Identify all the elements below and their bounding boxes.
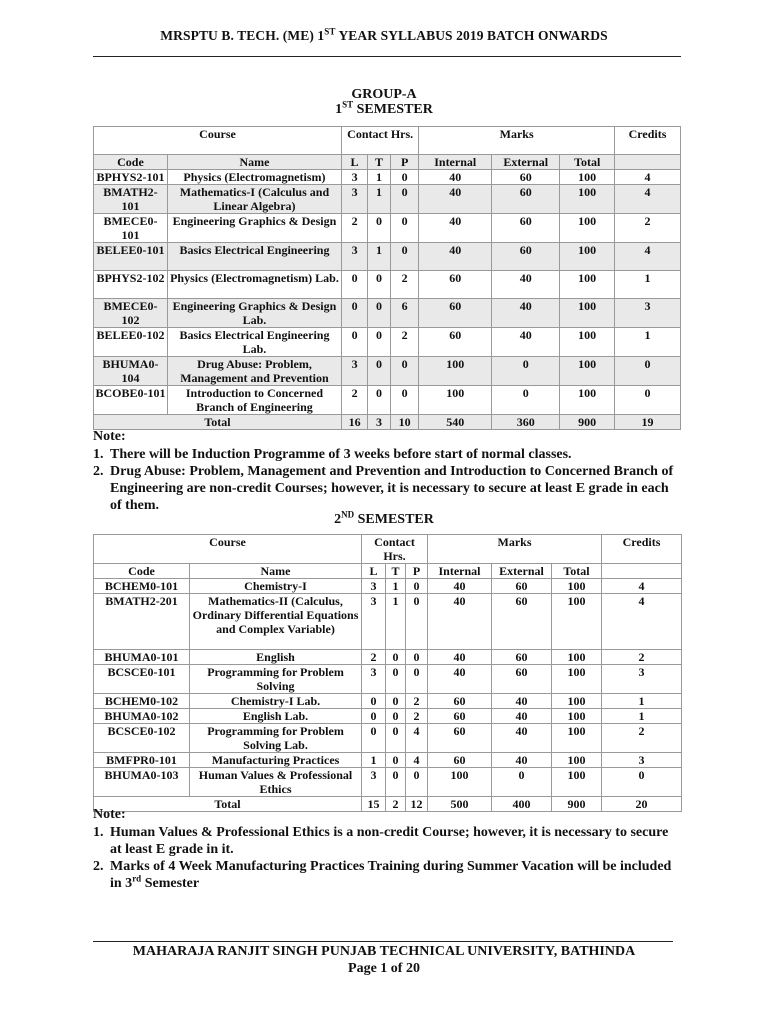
external-marks: 60 bbox=[492, 665, 552, 694]
internal-marks: 40 bbox=[419, 243, 492, 271]
contact-hrs-header: Contact Hrs. bbox=[341, 127, 418, 155]
external-marks: 40 bbox=[492, 694, 552, 709]
t-header: T bbox=[368, 155, 391, 170]
course-code: BHUMA0-103 bbox=[94, 768, 190, 797]
semester-2-table bbox=[93, 534, 682, 812]
practical-hours: 0 bbox=[406, 579, 428, 594]
course-name: Drug Abuse: Problem, Management and Prevention bbox=[167, 357, 341, 386]
total-marks: 100 bbox=[560, 357, 615, 386]
practical-hours: 6 bbox=[390, 299, 418, 328]
course-code: BELEE0-101 bbox=[94, 243, 168, 271]
footer-university: MAHARAJA RANJIT SINGH PUNJAB TECHNICAL UNIVERSITY, BATHINDA bbox=[132, 944, 636, 959]
tutorial-hours: 0 bbox=[368, 328, 391, 357]
lecture-hours: 3 bbox=[362, 665, 386, 694]
internal-marks: 40 bbox=[428, 594, 492, 650]
total-marks: 100 bbox=[560, 214, 615, 243]
course-row bbox=[94, 299, 681, 328]
credits: 0 bbox=[614, 357, 680, 386]
internal-marks: 40 bbox=[428, 665, 492, 694]
external-marks: 60 bbox=[492, 170, 560, 185]
external-marks: 60 bbox=[492, 214, 560, 243]
tutorial-hours: 0 bbox=[368, 271, 391, 299]
lecture-hours: 3 bbox=[362, 768, 386, 797]
total-marks: 100 bbox=[552, 768, 602, 797]
lecture-hours: 0 bbox=[341, 328, 367, 357]
internal-marks: 60 bbox=[428, 753, 492, 768]
total-marks: 100 bbox=[552, 724, 602, 753]
credits-subheader bbox=[602, 564, 682, 579]
footer-rule bbox=[93, 941, 673, 942]
course-code: BMECE0-102 bbox=[94, 299, 168, 328]
credits: 0 bbox=[614, 386, 680, 415]
course-row bbox=[94, 357, 681, 386]
tutorial-hours: 0 bbox=[368, 299, 391, 328]
course-code: BCHEM0-102 bbox=[94, 694, 190, 709]
credits: 3 bbox=[614, 299, 680, 328]
total-marks: 900 bbox=[560, 415, 615, 430]
tutorial-hours: 1 bbox=[368, 185, 391, 214]
lecture-hours: 1 bbox=[362, 753, 386, 768]
code-header: Code bbox=[94, 155, 168, 170]
internal-marks: 60 bbox=[428, 724, 492, 753]
course-name: Mathematics-I (Calculus and Linear Algebra) bbox=[167, 185, 341, 214]
credits: 4 bbox=[614, 185, 680, 214]
internal-marks: 40 bbox=[419, 214, 492, 243]
course-code: BMECE0-101 bbox=[94, 214, 168, 243]
course-row bbox=[94, 579, 682, 594]
lecture-hours: 2 bbox=[362, 650, 386, 665]
internal-marks: 60 bbox=[428, 694, 492, 709]
lecture-hours: 2 bbox=[341, 214, 367, 243]
total-marks: 100 bbox=[560, 185, 615, 214]
course-code: BMFPR0-101 bbox=[94, 753, 190, 768]
course-name: Engineering Graphics & Design Lab. bbox=[167, 299, 341, 328]
total-marks: 100 bbox=[552, 579, 602, 594]
total-marks: 100 bbox=[552, 594, 602, 650]
course-row bbox=[94, 170, 681, 185]
course-code: BCSCE0-102 bbox=[94, 724, 190, 753]
total-internal: 540 bbox=[419, 415, 492, 430]
lecture-hours: 3 bbox=[341, 185, 367, 214]
contact-hrs-header: Contact Hrs. bbox=[362, 535, 428, 564]
total-t: 3 bbox=[368, 415, 391, 430]
internal-marks: 100 bbox=[419, 357, 492, 386]
course-code: BPHYS2-102 bbox=[94, 271, 168, 299]
course-header: Course bbox=[94, 535, 362, 564]
lecture-hours: 0 bbox=[341, 299, 367, 328]
semester-2-note-title: Note: bbox=[93, 807, 126, 822]
external-marks: 0 bbox=[492, 357, 560, 386]
practical-hours: 4 bbox=[406, 753, 428, 768]
total-header: Total bbox=[552, 564, 602, 579]
lecture-hours: 3 bbox=[362, 579, 386, 594]
semester-1-total-row bbox=[94, 415, 681, 430]
internal-marks: 40 bbox=[428, 579, 492, 594]
external-marks: 60 bbox=[492, 594, 552, 650]
total-l: 15 bbox=[362, 797, 386, 812]
practical-hours: 2 bbox=[390, 328, 418, 357]
marks-header: Marks bbox=[419, 127, 615, 155]
practical-hours: 0 bbox=[390, 386, 418, 415]
semester-2-total-row bbox=[94, 797, 682, 812]
document-header: MRSPTU B. TECH. (ME) 1ST YEAR SYLLABUS 2019 BATCH ONWARDS bbox=[160, 26, 608, 43]
credits: 1 bbox=[602, 694, 682, 709]
internal-marks: 40 bbox=[419, 170, 492, 185]
course-code: BMATH2-101 bbox=[94, 185, 168, 214]
practical-hours: 0 bbox=[406, 594, 428, 650]
total-marks: 100 bbox=[552, 753, 602, 768]
tutorial-hours: 0 bbox=[386, 650, 406, 665]
credits: 3 bbox=[602, 665, 682, 694]
credits: 0 bbox=[602, 768, 682, 797]
external-marks: 40 bbox=[492, 271, 560, 299]
practical-hours: 2 bbox=[406, 694, 428, 709]
internal-marks: 40 bbox=[428, 650, 492, 665]
course-row bbox=[94, 650, 682, 665]
total-marks: 900 bbox=[552, 797, 602, 812]
credits: 4 bbox=[602, 579, 682, 594]
credits: 4 bbox=[614, 243, 680, 271]
group-title: GROUP-A bbox=[351, 87, 417, 102]
p-header: P bbox=[390, 155, 418, 170]
tutorial-hours: 0 bbox=[368, 386, 391, 415]
name-header: Name bbox=[167, 155, 341, 170]
practical-hours: 0 bbox=[406, 650, 428, 665]
external-marks: 60 bbox=[492, 243, 560, 271]
course-row bbox=[94, 724, 682, 753]
lecture-hours: 3 bbox=[341, 170, 367, 185]
lecture-hours: 3 bbox=[341, 357, 367, 386]
total-external: 360 bbox=[492, 415, 560, 430]
course-name: Introduction to Concerned Branch of Engineering bbox=[167, 386, 341, 415]
total-marks: 100 bbox=[560, 170, 615, 185]
course-row bbox=[94, 665, 682, 694]
course-name: Basics Electrical Engineering Lab. bbox=[167, 328, 341, 357]
l-header: L bbox=[341, 155, 367, 170]
tutorial-hours: 0 bbox=[368, 357, 391, 386]
credits: 4 bbox=[602, 594, 682, 650]
internal-marks: 40 bbox=[419, 185, 492, 214]
course-code: BHUMA0-104 bbox=[94, 357, 168, 386]
total-l: 16 bbox=[341, 415, 367, 430]
lecture-hours: 0 bbox=[362, 724, 386, 753]
credits: 1 bbox=[602, 709, 682, 724]
header-rule bbox=[93, 56, 681, 57]
credits-header: Credits bbox=[614, 127, 680, 155]
external-marks: 40 bbox=[492, 709, 552, 724]
credits: 2 bbox=[602, 650, 682, 665]
total-marks: 100 bbox=[552, 709, 602, 724]
credits: 3 bbox=[602, 753, 682, 768]
semester-1-rows bbox=[94, 170, 681, 415]
course-header: Course bbox=[94, 127, 342, 155]
footer-page-number: Page 1 of 20 bbox=[348, 961, 420, 976]
external-marks: 60 bbox=[492, 185, 560, 214]
course-row bbox=[94, 271, 681, 299]
course-row bbox=[94, 753, 682, 768]
total-p: 12 bbox=[406, 797, 428, 812]
tutorial-hours: 0 bbox=[386, 709, 406, 724]
note-item: 2. Drug Abuse: Problem, Management and Prevention and Introduction to Concerned Branch of Engineering are non-credit Courses; however, it is necessary to secure at least E grade in each of them. bbox=[93, 464, 674, 513]
practical-hours: 0 bbox=[390, 357, 418, 386]
total-marks: 100 bbox=[560, 243, 615, 271]
lecture-hours: 0 bbox=[341, 271, 367, 299]
course-name: Programming for Problem Solving Lab. bbox=[190, 724, 362, 753]
course-code: BCOBE0-101 bbox=[94, 386, 168, 415]
practical-hours: 0 bbox=[390, 243, 418, 271]
semester-2-title: 2ND SEMESTER bbox=[334, 509, 434, 527]
course-code: BHUMA0-101 bbox=[94, 650, 190, 665]
internal-header: Internal bbox=[419, 155, 492, 170]
credits: 2 bbox=[602, 724, 682, 753]
credits-header: Credits bbox=[602, 535, 682, 564]
course-name: Chemistry-I Lab. bbox=[190, 694, 362, 709]
course-code: BHUMA0-102 bbox=[94, 709, 190, 724]
external-marks: 0 bbox=[492, 386, 560, 415]
total-header: Total bbox=[560, 155, 615, 170]
practical-hours: 0 bbox=[390, 214, 418, 243]
practical-hours: 0 bbox=[390, 170, 418, 185]
p-header: P bbox=[406, 564, 428, 579]
external-marks: 40 bbox=[492, 328, 560, 357]
tutorial-hours: 0 bbox=[386, 768, 406, 797]
course-row bbox=[94, 694, 682, 709]
practical-hours: 0 bbox=[390, 185, 418, 214]
total-label: Total bbox=[94, 797, 362, 812]
internal-marks: 100 bbox=[419, 386, 492, 415]
total-p: 10 bbox=[390, 415, 418, 430]
tutorial-hours: 1 bbox=[386, 579, 406, 594]
course-name: Physics (Electromagnetism) bbox=[167, 170, 341, 185]
t-header: T bbox=[386, 564, 406, 579]
total-marks: 100 bbox=[560, 386, 615, 415]
course-name: Chemistry-I bbox=[190, 579, 362, 594]
tutorial-hours: 1 bbox=[368, 243, 391, 271]
total-marks: 100 bbox=[552, 665, 602, 694]
semester-2-rows bbox=[94, 579, 682, 797]
course-code: BCHEM0-101 bbox=[94, 579, 190, 594]
tutorial-hours: 0 bbox=[386, 724, 406, 753]
external-marks: 60 bbox=[492, 579, 552, 594]
internal-header: Internal bbox=[428, 564, 492, 579]
marks-header: Marks bbox=[428, 535, 602, 564]
credits: 4 bbox=[614, 170, 680, 185]
external-marks: 40 bbox=[492, 724, 552, 753]
external-marks: 40 bbox=[492, 299, 560, 328]
total-credits: 20 bbox=[602, 797, 682, 812]
practical-hours: 2 bbox=[406, 709, 428, 724]
note-item: 1. There will be Induction Programme of 3 weeks before start of normal classes. bbox=[93, 447, 572, 462]
course-name: Basics Electrical Engineering bbox=[167, 243, 341, 271]
credits: 1 bbox=[614, 328, 680, 357]
external-marks: 40 bbox=[492, 753, 552, 768]
tutorial-hours: 0 bbox=[386, 665, 406, 694]
tutorial-hours: 0 bbox=[368, 214, 391, 243]
course-row bbox=[94, 594, 682, 650]
internal-marks: 60 bbox=[419, 299, 492, 328]
note-item: 2. Marks of 4 Week Manufacturing Practices Training during Summer Vacation will be included in 3rd Semester bbox=[93, 859, 672, 891]
internal-marks: 100 bbox=[428, 768, 492, 797]
practical-hours: 2 bbox=[390, 271, 418, 299]
course-row bbox=[94, 386, 681, 415]
l-header: L bbox=[362, 564, 386, 579]
total-marks: 100 bbox=[552, 694, 602, 709]
lecture-hours: 3 bbox=[341, 243, 367, 271]
semester-1-note-title: Note: bbox=[93, 429, 126, 444]
total-marks: 100 bbox=[560, 328, 615, 357]
semester-1-table bbox=[93, 126, 681, 430]
external-header: External bbox=[492, 155, 560, 170]
internal-marks: 60 bbox=[428, 709, 492, 724]
code-header: Code bbox=[94, 564, 190, 579]
practical-hours: 0 bbox=[406, 665, 428, 694]
course-code: BCSCE0-101 bbox=[94, 665, 190, 694]
semester-1-notes bbox=[93, 446, 683, 514]
practical-hours: 4 bbox=[406, 724, 428, 753]
course-code: BPHYS2-101 bbox=[94, 170, 168, 185]
course-name: English Lab. bbox=[190, 709, 362, 724]
course-row bbox=[94, 243, 681, 271]
total-t: 2 bbox=[386, 797, 406, 812]
course-row bbox=[94, 185, 681, 214]
total-external: 400 bbox=[492, 797, 552, 812]
lecture-hours: 0 bbox=[362, 709, 386, 724]
semester-2-notes bbox=[93, 824, 683, 892]
practical-hours: 0 bbox=[406, 768, 428, 797]
total-label: Total bbox=[94, 415, 342, 430]
total-internal: 500 bbox=[428, 797, 492, 812]
total-marks: 100 bbox=[560, 271, 615, 299]
credits-subheader bbox=[614, 155, 680, 170]
external-marks: 0 bbox=[492, 768, 552, 797]
external-marks: 60 bbox=[492, 650, 552, 665]
course-row bbox=[94, 328, 681, 357]
internal-marks: 60 bbox=[419, 328, 492, 357]
course-name: Physics (Electromagnetism) Lab. bbox=[167, 271, 341, 299]
total-marks: 100 bbox=[552, 650, 602, 665]
lecture-hours: 0 bbox=[362, 694, 386, 709]
total-credits: 19 bbox=[614, 415, 680, 430]
lecture-hours: 2 bbox=[341, 386, 367, 415]
total-marks: 100 bbox=[560, 299, 615, 328]
credits: 2 bbox=[614, 214, 680, 243]
course-name: Engineering Graphics & Design bbox=[167, 214, 341, 243]
lecture-hours: 3 bbox=[362, 594, 386, 650]
course-name: Mathematics-II (Calculus, Ordinary Differential Equations and Complex Variable) bbox=[190, 594, 362, 650]
credits: 1 bbox=[614, 271, 680, 299]
note-item: 1. Human Values & Professional Ethics is a non-credit Course; however, it is necessary to secure at least E grade in it. bbox=[93, 825, 669, 857]
course-row bbox=[94, 768, 682, 797]
tutorial-hours: 1 bbox=[368, 170, 391, 185]
course-name: English bbox=[190, 650, 362, 665]
external-header: External bbox=[492, 564, 552, 579]
semester-1-title: 1ST SEMESTER bbox=[335, 99, 433, 117]
course-row bbox=[94, 709, 682, 724]
tutorial-hours: 1 bbox=[386, 594, 406, 650]
tutorial-hours: 0 bbox=[386, 753, 406, 768]
course-name: Programming for Problem Solving bbox=[190, 665, 362, 694]
name-header: Name bbox=[190, 564, 362, 579]
course-name: Manufacturing Practices bbox=[190, 753, 362, 768]
course-code: BELEE0-102 bbox=[94, 328, 168, 357]
course-code: BMATH2-201 bbox=[94, 594, 190, 650]
course-name: Human Values & Professional Ethics bbox=[190, 768, 362, 797]
tutorial-hours: 0 bbox=[386, 694, 406, 709]
course-row bbox=[94, 214, 681, 243]
internal-marks: 60 bbox=[419, 271, 492, 299]
